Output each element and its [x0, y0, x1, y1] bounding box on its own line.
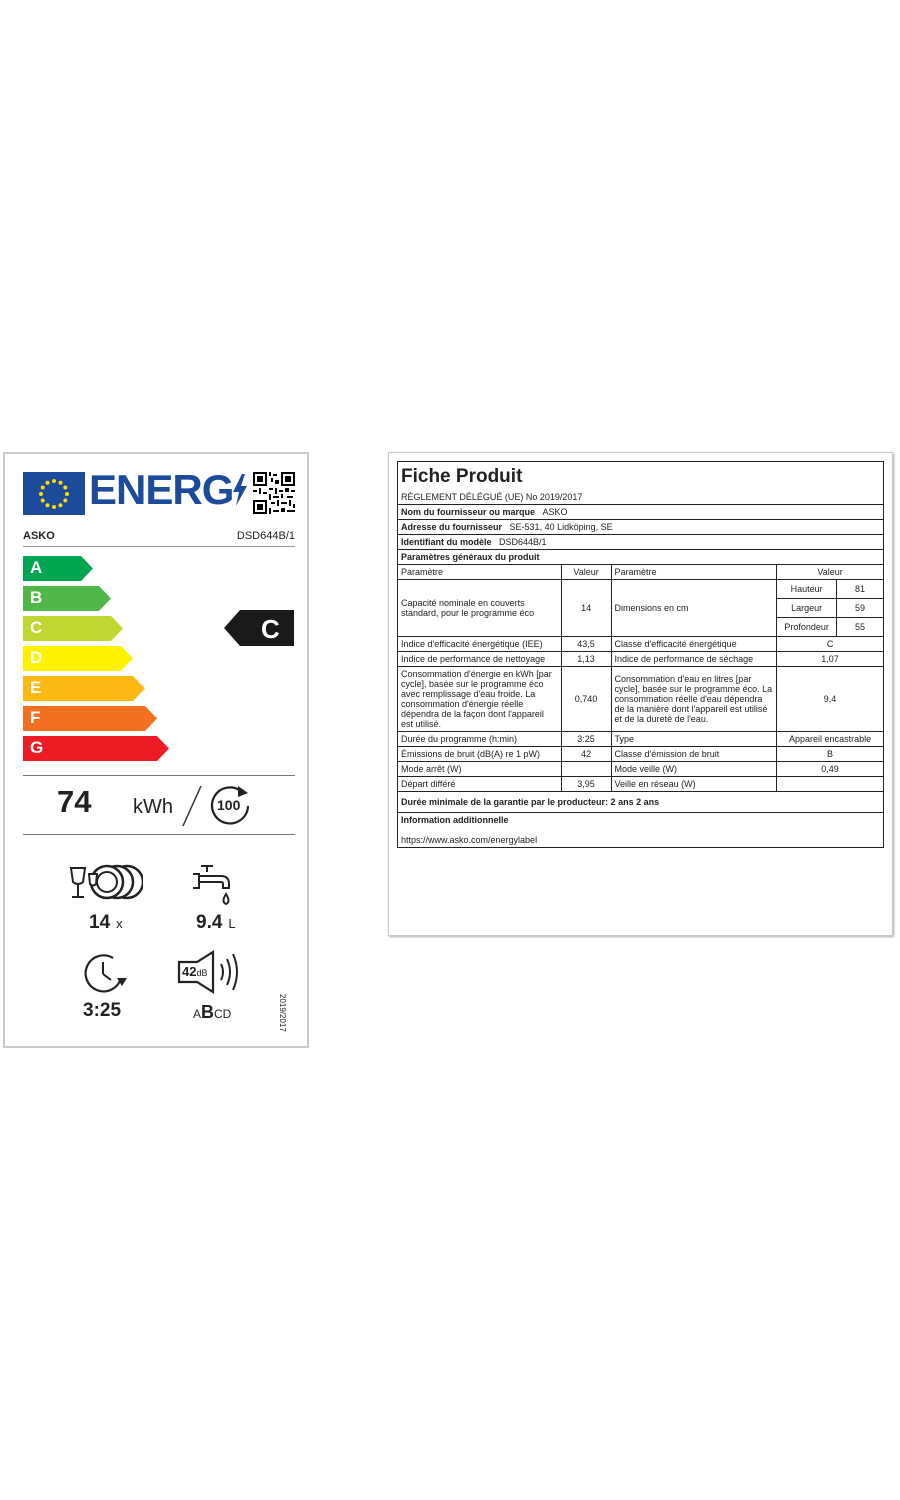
divider [23, 775, 295, 776]
info-row: Information additionnelle [398, 813, 884, 834]
program-duration: 3:25 [83, 1000, 122, 1021]
speaker-icon [177, 950, 247, 999]
noise-class-scale: ABCD [193, 1002, 232, 1022]
supplier-row: Nom du fournisseur ou marque ASKO [398, 505, 884, 520]
table-row: Profondeur 55 [398, 618, 884, 637]
clock-icon [81, 952, 129, 1001]
table-row: Départ différé 3,95 Veille en réseau (W) [398, 777, 884, 792]
supplier-row [23, 530, 295, 547]
label-header [23, 466, 295, 516]
table-row: Émissions de bruit (dB(A) re 1 pW) 42 Classe d'émission de bruit B [398, 747, 884, 762]
regulation-number: 2019/2017 [278, 994, 287, 1032]
slash-divider [181, 784, 203, 833]
energy-value: 74 [57, 784, 92, 819]
fiche-regulation: RÈGLEMENT DÉLÉGUÉ (UE) No 2019/2017 [398, 490, 884, 505]
noise-db: 42dB [182, 964, 208, 979]
table-row: Largeur 59 [398, 599, 884, 618]
table-row: Indice de performance de nettoyage 1,13 Indice de performance de séchage 1,07 [398, 652, 884, 667]
fiche-title: Fiche Produit [398, 462, 884, 491]
model-id: DSD644B/1 [236, 530, 295, 542]
product-fiche [388, 452, 893, 936]
water-tap-icon [193, 862, 237, 915]
info-url-row [398, 833, 884, 848]
eu-flag-icon [23, 472, 85, 515]
qr-code-icon [253, 472, 295, 514]
energ-title: ENERG [89, 466, 234, 513]
rating-arrow [224, 610, 294, 646]
place-settings: 14 x [89, 912, 123, 933]
energy-unit: kWh [133, 796, 173, 818]
dishes-icon [67, 860, 143, 909]
table-row: Mode arrêt (W) Mode veille (W) 0,49 [398, 762, 884, 777]
rating-letter: C [261, 614, 280, 644]
warranty-row: Durée minimale de la garantie par le producteur: 2 ans 2 ans [398, 792, 884, 813]
cycle-icon [208, 784, 256, 833]
lightning-icon [233, 468, 247, 515]
table-row: Consommation d'énergie en kWh [par cycle], basée sur le programme éco avec remplissage d'eau froide. La consommation d'énergie réelle dépendra de la façon dont l'appareil est utilisé. 0,740 Consommation d'eau en litres [par cycle], basée sur le programme éco. La consommation réelle d'eau dépendra de la manière dont l'appareil est utilisé et de la dureté de l'eau. 9,4 [398, 667, 884, 732]
info-link[interactable]: https://www.asko.com/energylabel [398, 833, 884, 848]
divider [23, 834, 295, 835]
fiche-table [397, 461, 884, 848]
water-consumption: 9.4 L [196, 912, 236, 933]
table-header-row: Paramètre Valeur Paramètre Valeur [398, 565, 884, 580]
brand-name: ASKO [23, 530, 55, 542]
table-row: Durée du programme (h:min) 3:25 Type Appareil encastrable [398, 732, 884, 747]
table-row: Capacité nominale en couverts standard, pour le programme éco 14 Dimensions en cm Hauteur 81 [398, 580, 884, 599]
general-params-row: Paramètres généraux du produit [398, 550, 884, 565]
model-row: Identifiant du modèle DSD644B/1 [398, 535, 884, 550]
address-row: Adresse du fournisseur SE-531, 40 Lidköping, SE [398, 520, 884, 535]
energy-label: ENERG ASKO DSD644B/1 A B C D E F G C 74 kWh 100 14 x 9.4 L 3:25 42dB ABCD 2019/2017 [3, 452, 309, 1048]
cycle-count: 100 [217, 797, 241, 813]
table-row: Indice d'efficacité énergétique (IEE) 43,5 Classe d'efficacité énergétique C [398, 637, 884, 652]
